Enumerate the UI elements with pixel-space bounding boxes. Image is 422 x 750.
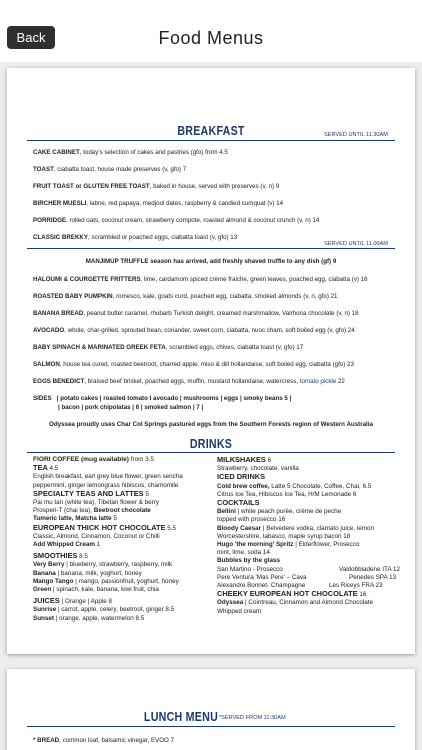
- sides-line-2: | bacon | pork chipolatas | 6 | smoked salmon | 7 |: [58, 404, 204, 411]
- pdf-viewer[interactable]: [0, 62, 422, 750]
- eggs-note: Odyssea proudly uses Char Col Springs pastured eggs from the Southern Forests region of Western Australia: [49, 421, 373, 428]
- menu-item-spinach-feta: BABY SPINACH & MARINATED GREEK FETA, scrambled eggs, chives, ciabatta toast (v, gfo) 17: [33, 344, 304, 351]
- menu-item-classic-brekky: CLASSIC BREKKY, scrambled or poached eggs, ciabatta toast (v, gfo) 13: [33, 234, 238, 241]
- drinks-heading: DRINKS: [189, 436, 233, 451]
- sides-line-1: SIDES | potato cakes | roasted tomato I avocado | mushrooms | eggs | smoky beans 5 |: [33, 395, 292, 402]
- page-title: Food Menus: [158, 28, 264, 48]
- breakfast-rule: [27, 140, 395, 141]
- drinks-rule: [27, 452, 395, 453]
- menu-item-salmon: SALMON, house tea cured, roasted beetroot, charred apple, miso & dill hollandaise, soft boiled egg, ciabatta (gfo) 23: [33, 361, 354, 368]
- served-until-1130: SERVED UNTIL 11.30AM: [324, 132, 388, 138]
- menu-item-fruit-toast: FRUIT TOAST or GLUTEN FREE TOAST, baked in house, served with preserves (v, n) 9: [33, 183, 280, 190]
- menu-item-avocado: AVOCADO, whole, char-grilled, sprouted bean, coriander, sweet corn, ciabatta, nuoc cham, soft boiled egg (v, gfo) 24: [33, 327, 355, 334]
- menu-item-eggs-benedict: EGGS BENEDICT, braised beef brisket, poached eggs, muffin, mustard hollandaise, watercress, tomato pickle 22: [33, 378, 345, 385]
- menu-item-toast: TOAST, ciabatta toast, house made preserves (v, gfo) 7: [33, 166, 187, 173]
- breakfast-rule-2: [27, 248, 395, 249]
- menu-item-porridge: PORRIDGE, rolled oats, coconut cream, strawberry compote, roasted almond & coconut crunch (v, n) 14: [33, 217, 320, 224]
- served-until-1100: SERVED UNTIL 11.00AM: [324, 241, 388, 247]
- menu-page-1: [7, 68, 415, 654]
- lunch-heading: LUNCH MENU: [143, 709, 219, 724]
- top-bar: [0, 0, 422, 62]
- menu-item-haloumi: HALOUMI & COURGETTE FRITTERS, lime, cardamom spiced crème fraiche, green leaves, poached egg, ciabatta (v) 16: [33, 276, 368, 283]
- menu-item-cake-cabinet: CAKE CABINET, today's selection of cakes and pastries (gfo) from 4.5: [33, 149, 228, 156]
- menu-item-pumpkin: ROASTED BABY PUMPKIN, romesco, kale, goats curd, poached egg, ciabatta, smoked almonds (v, n, gfo) 21: [33, 293, 338, 300]
- truffle-note: MANJIMUP TRUFFLE season has arrived, add freshly shaved truffle to any dish (gf) 9: [85, 258, 337, 265]
- menu-item-banana-bread: BANANA BREAD, peanut butter caramel, rhubarb Turkish delight, creamed marshmallow, Valrhona chocolate (v, n) 18: [33, 310, 359, 317]
- menu-page-2: [7, 669, 415, 750]
- breakfast-heading: BREAKFAST: [177, 123, 245, 138]
- served-from-1130: *SERVED FROM 11:30AM: [219, 715, 286, 721]
- menu-item-bread: * BREAD, common loaf, balsamic vinegar, EVOO 7: [33, 737, 175, 744]
- drinks-left-column: FIORI COFFEE (mug available) from 3.5 TEA 4.5 English breakfast, earl grey blue flower, green sencha peppermint, ginger lemongrass hibiscus, chamomile SPECIALTY TEAS AND LATTES 5 Pai mu tan (white tea), Tibetan flower & berry Prosperi-T (chai tea), Beetroot chocolate Tumeric latte, Matcha latte 5 EUROPEAN THICK HOT CHOCOLATE 5.5 Classic, Almond, Cinnamon, Coconut or Chilli Add Whipped Cream 1 SMOOTHIES 8.5 Very Berry | blueberry, strawberry, raspberry, milk Banana | banana, milk, yoghurt, honey Mango Tango | mango, passionfruit, yoghurt, honey Green | spinach, kale, banana, kiwi fruit, chia JUICES | Orange | Apple 8 Sunrise | carrot, apple, celery, beetroot, ginger 8.5 Sunset | orange, apple, watermelon 8.5: [33, 456, 183, 622]
- lunch-rule: [27, 726, 395, 727]
- back-button[interactable]: Back: [7, 26, 55, 49]
- menu-item-bircher: BIRCHER MUESLI, labne, red papaya, medjool dates, raspberry & candied cumquat (v) 14: [33, 200, 284, 207]
- drinks-right-column: MILKSHAKES 6 Strawberry, chocolate, vanilla ICED DRINKS Cold brew coffee, Latte 5 Chocolate, Coffee, Chai, 6.5 Citrus Ice Tea, Hibiscus Ice Tea, H/M Lemonade 6 COCKTAILS Bellini | white peach purée, crème de peche topped with prosecco 16 Bloody Caesar | Belvedere vodka, clamato juice, lemon Worcestershire, tabasco, maple syrup bacon 18 Hugo 'the morning' Spritz | Elderflower, Prosecco mint, lime, soda 14 Bubbles by the glass San Martino - Prosecco Valdobbiadene ITA 12 Pere Ventura 'Mas Pere' – Cava Penedes SPA 13 Alexandre Bonnet- Champagne Les Riceys FRA 23 CHEEKY EUROPEAN HOT CHOCOLATE 16 Odyssea | Cointreau, Cinnamon and Almond Chocolate Whipped cream: [217, 455, 401, 615]
